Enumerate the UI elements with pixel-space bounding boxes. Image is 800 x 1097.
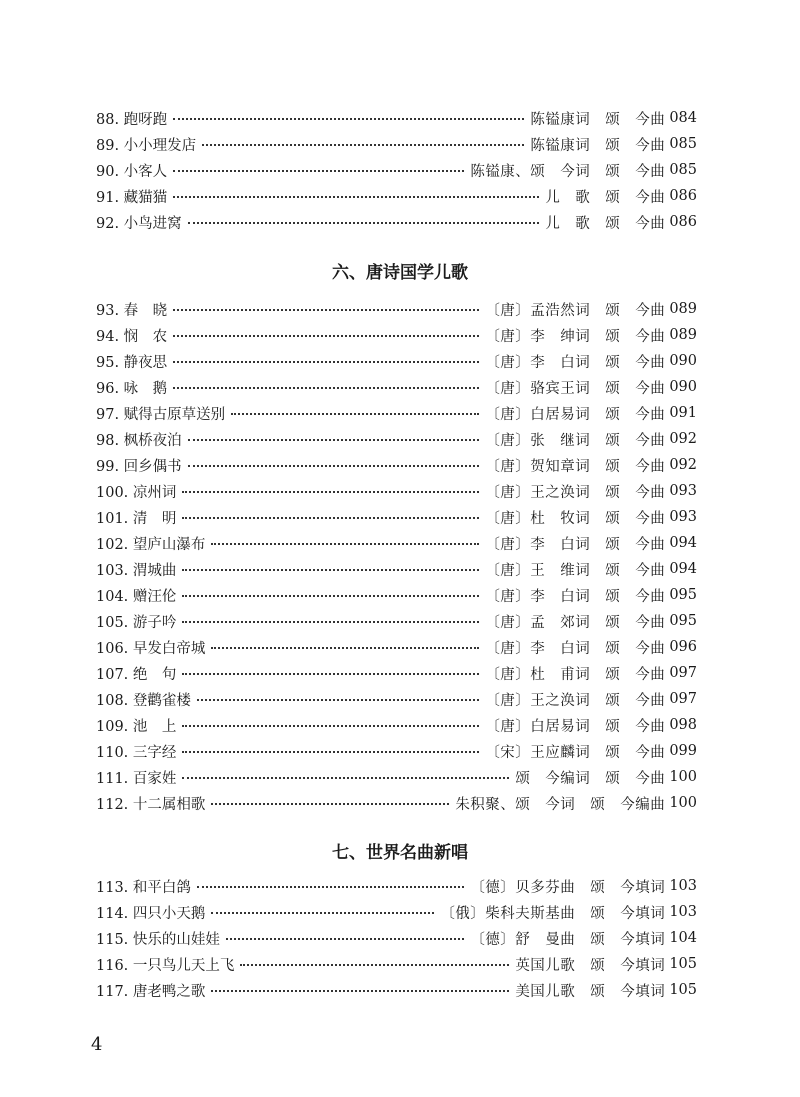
entry-title: 110. 三字经	[96, 744, 177, 761]
dot-leader	[182, 517, 479, 519]
entry-credit: 〔唐〕李 白词 颂 今曲	[485, 354, 666, 371]
entry-page-number: 105	[669, 956, 697, 972]
dot-leader	[182, 777, 509, 779]
entry-credit: 〔唐〕白居易词 颂 今曲	[485, 718, 666, 735]
entry-title: 93. 春 晓	[96, 302, 168, 319]
entry-title: 102. 望庐山瀑布	[96, 536, 206, 553]
toc-entry[interactable]	[96, 660, 697, 686]
entry-credit: 〔唐〕杜 甫词 颂 今曲	[485, 666, 666, 683]
entry-title: 117. 唐老鸭之歌	[96, 983, 206, 1000]
entry-page-number: 085	[669, 162, 697, 178]
toc-entry[interactable]	[96, 426, 697, 452]
entry-page-number: 099	[669, 743, 697, 759]
toc-entry[interactable]	[96, 899, 697, 925]
toc-entry[interactable]	[96, 951, 697, 977]
dot-leader	[173, 361, 479, 363]
entry-credit: 〔唐〕王之涣词 颂 今曲	[485, 692, 666, 709]
entry-page-number: 086	[669, 214, 697, 230]
toc-entry[interactable]	[96, 400, 697, 426]
dot-leader	[197, 699, 479, 701]
dot-leader	[173, 170, 464, 172]
toc-entry[interactable]	[96, 686, 697, 712]
entry-title: 92. 小鸟进窝	[96, 215, 182, 232]
toc-entry[interactable]	[96, 452, 697, 478]
toc-entry[interactable]	[96, 478, 697, 504]
entry-page-number: 095	[669, 613, 697, 629]
entry-page-number: 097	[669, 665, 697, 681]
dot-leader	[173, 387, 479, 389]
entry-credit: 儿 歌 颂 今曲	[545, 215, 666, 232]
dot-leader	[211, 990, 509, 992]
entry-page-number: 096	[669, 639, 697, 655]
toc-entry[interactable]	[96, 634, 697, 660]
entry-credit: 陈镒康、颂 今词 颂 今曲	[470, 163, 666, 180]
toc-entry[interactable]	[96, 209, 697, 235]
entry-credit: 朱积聚、颂 今词 颂 今编曲	[455, 796, 666, 813]
entry-credit: 儿 歌 颂 今曲	[545, 189, 666, 206]
entry-credit: 〔唐〕王之涣词 颂 今曲	[485, 484, 666, 501]
entry-title: 113. 和平白鸽	[96, 879, 191, 896]
entry-title: 108. 登鹳雀楼	[96, 692, 191, 709]
entry-page-number: 086	[669, 188, 697, 204]
entry-credit: 〔唐〕贺知章词 颂 今曲	[485, 458, 666, 475]
entry-credit: 〔唐〕李 绅词 颂 今曲	[485, 328, 666, 345]
entry-page-number: 094	[669, 561, 697, 577]
dot-leader	[240, 964, 509, 966]
entry-title: 91. 藏猫猫	[96, 189, 168, 206]
dot-leader	[211, 912, 434, 914]
entry-credit: 〔唐〕李 白词 颂 今曲	[485, 536, 666, 553]
toc-entry[interactable]	[96, 348, 697, 374]
toc-entry[interactable]	[96, 977, 697, 1003]
toc-entry[interactable]	[96, 582, 697, 608]
dot-leader	[231, 413, 479, 415]
toc-entry[interactable]	[96, 873, 697, 899]
entry-credit: 〔德〕舒 曼曲 颂 今填词	[470, 931, 666, 948]
entry-credit: 〔唐〕李 白词 颂 今曲	[485, 588, 666, 605]
toc-entry[interactable]	[96, 738, 697, 764]
dot-leader	[182, 491, 479, 493]
entry-title: 115. 快乐的山娃娃	[96, 931, 220, 948]
entry-title: 103. 渭城曲	[96, 562, 177, 579]
dot-leader	[173, 309, 479, 311]
entry-title: 94. 悯 农	[96, 328, 168, 345]
toc-entry[interactable]	[96, 925, 697, 951]
entry-credit: 美国儿歌 颂 今填词	[515, 983, 666, 1000]
toc-entry[interactable]	[96, 608, 697, 634]
dot-leader	[182, 569, 479, 571]
entry-title: 98. 枫桥夜泊	[96, 432, 182, 449]
entry-title: 106. 早发白帝城	[96, 640, 206, 657]
entry-credit: 〔宋〕王应麟词 颂 今曲	[485, 744, 666, 761]
entry-page-number: 093	[669, 509, 697, 525]
entry-credit: 〔唐〕王 维词 颂 今曲	[485, 562, 666, 579]
entry-title: 95. 静夜思	[96, 354, 168, 371]
entry-credit: 〔德〕贝多芬曲 颂 今填词	[470, 879, 666, 896]
dot-leader	[188, 222, 540, 224]
entry-credit: 〔唐〕骆宾王词 颂 今曲	[485, 380, 666, 397]
toc-entry[interactable]	[96, 790, 697, 816]
dot-leader	[173, 196, 539, 198]
toc-entry[interactable]	[96, 157, 697, 183]
toc-entry[interactable]	[96, 374, 697, 400]
toc-entry[interactable]	[96, 183, 697, 209]
entry-page-number: 092	[669, 457, 697, 473]
entry-title: 104. 赠汪伦	[96, 588, 177, 605]
entry-page-number: 095	[669, 587, 697, 603]
toc-entry[interactable]	[96, 712, 697, 738]
entry-page-number: 090	[669, 379, 697, 395]
entry-credit: 〔唐〕杜 牧词 颂 今曲	[485, 510, 666, 527]
entry-page-number: 084	[669, 110, 697, 126]
page-number: 4	[91, 1034, 103, 1055]
entry-title: 88. 跑呀跑	[96, 111, 168, 128]
dot-leader	[226, 938, 464, 940]
entry-page-number: 104	[669, 930, 697, 946]
entry-credit: 〔唐〕孟 郊词 颂 今曲	[485, 614, 666, 631]
entry-credit: 颂 今编词 颂 今曲	[515, 770, 666, 787]
toc-entry[interactable]	[96, 105, 697, 131]
entry-page-number: 089	[669, 327, 697, 343]
entry-page-number: 103	[669, 878, 697, 894]
entry-title: 101. 清 明	[96, 510, 177, 527]
toc-entry[interactable]	[96, 296, 697, 322]
entry-title: 105. 游子吟	[96, 614, 177, 631]
entry-title: 90. 小客人	[96, 163, 168, 180]
dot-leader	[211, 803, 449, 805]
entry-credit: 〔唐〕白居易词 颂 今曲	[485, 406, 666, 423]
dot-leader	[188, 439, 480, 441]
dot-leader	[188, 465, 480, 467]
entry-title: 109. 池 上	[96, 718, 177, 735]
toc-entry[interactable]	[96, 530, 697, 556]
entry-title: 100. 凉州词	[96, 484, 177, 501]
entry-title: 97. 赋得古原草送别	[96, 406, 226, 423]
entry-title: 96. 咏 鹅	[96, 380, 168, 397]
entry-credit: 陈镒康词 颂 今曲	[530, 111, 666, 128]
entry-title: 111. 百家姓	[96, 770, 177, 787]
dot-leader	[173, 118, 524, 120]
entry-page-number: 100	[669, 795, 697, 811]
entry-page-number: 092	[669, 431, 697, 447]
entry-credit: 〔俄〕柴科夫斯基曲 颂 今填词	[440, 905, 666, 922]
toc-entry[interactable]	[96, 131, 697, 157]
entry-page-number: 089	[669, 301, 697, 317]
toc-entry[interactable]	[96, 764, 697, 790]
toc-entry[interactable]	[96, 504, 697, 530]
entry-page-number: 093	[669, 483, 697, 499]
entry-page-number: 090	[669, 353, 697, 369]
toc-entry[interactable]	[96, 556, 697, 582]
dot-leader	[211, 543, 479, 545]
entry-page-number: 100	[669, 769, 697, 785]
entry-title: 112. 十二属相歌	[96, 796, 206, 813]
dot-leader	[182, 621, 479, 623]
entry-credit: 陈镒康词 颂 今曲	[530, 137, 666, 154]
entry-credit: 〔唐〕李 白词 颂 今曲	[485, 640, 666, 657]
toc-entry[interactable]	[96, 322, 697, 348]
dot-leader	[173, 335, 479, 337]
dot-leader	[182, 725, 479, 727]
entry-credit: 英国儿歌 颂 今填词	[515, 957, 666, 974]
entry-page-number: 091	[669, 405, 697, 421]
entry-credit: 〔唐〕孟浩然词 颂 今曲	[485, 302, 666, 319]
section-heading: 六、唐诗国学儿歌	[332, 263, 468, 283]
entry-title: 89. 小小理发店	[96, 137, 197, 154]
entry-page-number: 103	[669, 904, 697, 920]
dot-leader	[182, 595, 479, 597]
entry-credit: 〔唐〕张 继词 颂 今曲	[485, 432, 666, 449]
entry-page-number: 097	[669, 691, 697, 707]
entry-page-number: 098	[669, 717, 697, 733]
entry-page-number: 085	[669, 136, 697, 152]
entry-page-number: 094	[669, 535, 697, 551]
entry-title: 99. 回乡偶书	[96, 458, 182, 475]
entry-page-number: 105	[669, 982, 697, 998]
dot-leader	[202, 144, 524, 146]
entry-title: 114. 四只小天鹅	[96, 905, 206, 922]
entry-title: 107. 绝 句	[96, 666, 177, 683]
dot-leader	[182, 751, 479, 753]
section-heading: 七、世界名曲新唱	[332, 843, 468, 863]
dot-leader	[197, 886, 464, 888]
dot-leader	[211, 647, 479, 649]
entry-title: 116. 一只鸟儿天上飞	[96, 957, 235, 974]
dot-leader	[182, 673, 479, 675]
